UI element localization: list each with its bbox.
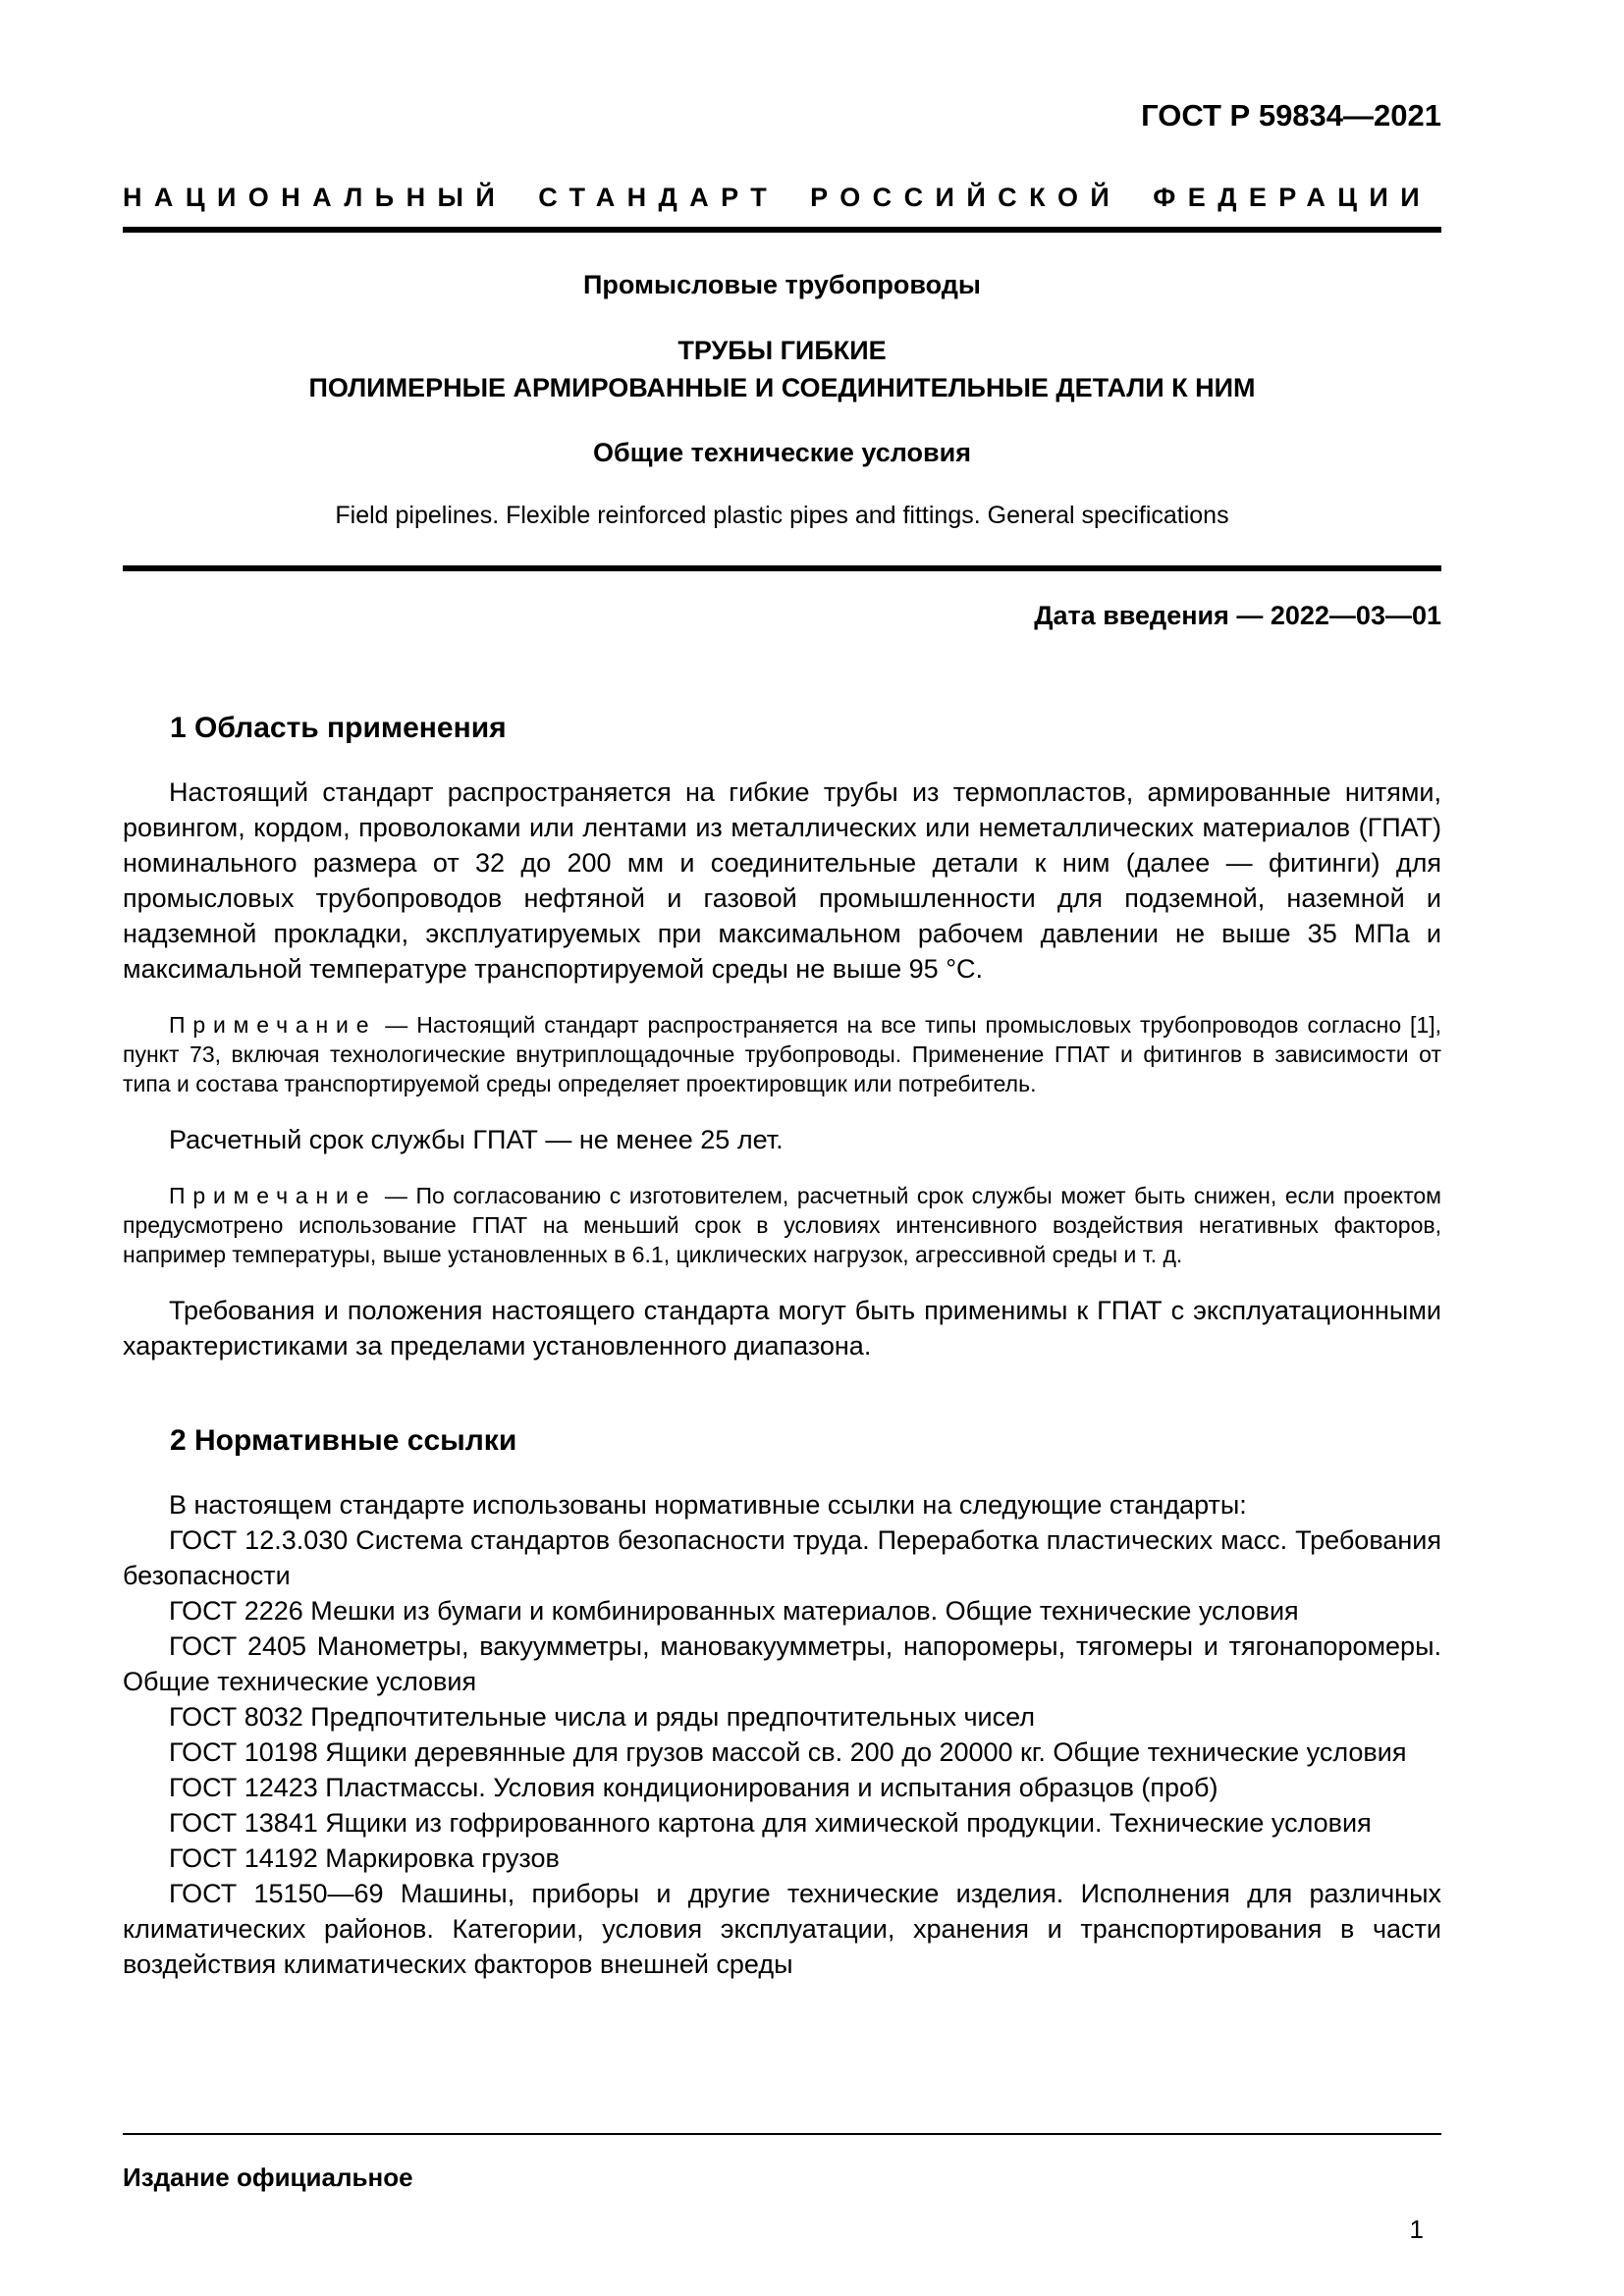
paragraph: Расчетный срок службы ГПАТ — не менее 25 лет. <box>169 1125 784 1154</box>
page-number: 1 <box>1409 2215 1424 2244</box>
doc-group-title: Промысловые трубопроводы <box>583 270 981 299</box>
note-text: — Настоящий стандарт распространяется на все типы промысловых трубопроводов согласно [1], пункт 73, включая технологические внутриплощадочные трубопроводы. Применение ГПАТ и фитингов в зависимости от типа и состава транспортируемой среды определяет проектировщик или потребитель. <box>123 1012 1442 1096</box>
reference-item: ГОСТ 12.3.030 Система стандартов безопасности труда. Переработка пластических масс. Требования безопасности <box>123 1525 1441 1590</box>
doc-main-title <box>123 332 1441 406</box>
doc-title-english: Field pipelines. Flexible reinforced plastic pipes and fittings. General specifications <box>335 502 1229 529</box>
paragraph: Требования и положения настоящего стандарта могут быть применимы к ГПАТ с эксплуатационными характеристиками за пределами установленного диапазона. <box>123 1296 1441 1361</box>
reference-item: ГОСТ 2226 Мешки из бумаги и комбинированных материалов. Общие технические условия <box>169 1596 1299 1626</box>
doc-subtitle: Общие технические условия <box>593 438 971 467</box>
note-paragraph <box>123 1181 1441 1269</box>
page-content <box>0 98 1624 1982</box>
title-divider <box>123 565 1441 571</box>
standard-type-banner: НАЦИОНАЛЬНЫЙ СТАНДАРТ РОССИЙСКОЙ ФЕДЕРАЦИИ <box>123 183 1433 212</box>
doc-number: ГОСТ Р 59834—2021 <box>1141 98 1441 133</box>
section-1-heading: 1 Область применения <box>170 712 507 744</box>
paragraph: Настоящий стандарт распространяется на гибкие трубы из термопластов, армированные нитями, ровингом, кордом, проволоками или лентами из металлических или неметаллических материалов (ГПАТ) номинального размера от 32 до 200 мм и соединительные детали к ним (далее — фитинги) для промысловых трубопроводов нефтяной и газовой промышленности для подземной, наземной и надземной прокладки, эксплуатируемых при максимальном рабочем давлении не выше 35 МПа и максимальной температуре транспортируемой среды не выше 95 °С. <box>123 777 1441 984</box>
effective-date: Дата введения — 2022—03—01 <box>1034 601 1441 630</box>
references-intro: В настоящем стандарте использованы нормативные ссылки на следующие стандарты: <box>169 1490 1247 1520</box>
reference-item: ГОСТ 2405 Манометры, вакуумметры, мановакуумметры, напоромеры, тягомеры и тягонапоромеры. Общие технические условия <box>123 1631 1441 1696</box>
doc-title-line2: ПОЛИМЕРНЫЕ АРМИРОВАННЫЕ И СОЕДИНИТЕЛЬНЫЕ ДЕТАЛИ К НИМ <box>308 373 1256 402</box>
reference-item: ГОСТ 14192 Маркировка грузов <box>169 1843 560 1873</box>
reference-item: ГОСТ 10198 Ящики деревянные для грузов массой св. 200 до 20000 кг. Общие технические условия <box>169 1737 1407 1767</box>
edition-label: Издание официальное <box>123 2163 413 2192</box>
reference-item: ГОСТ 12423 Пластмассы. Условия кондиционирования и испытания образцов (проб) <box>169 1773 1218 1802</box>
footer-divider <box>123 2133 1441 2135</box>
reference-item: ГОСТ 13841 Ящики из гофрированного картона для химической продукции. Технические условия <box>169 1808 1372 1838</box>
note-label: Примечание <box>169 1012 377 1038</box>
doc-title-line1: ТРУБЫ ГИБКИЕ <box>677 336 887 365</box>
reference-item: ГОСТ 8032 Предпочтительные числа и ряды предпочтительных чисел <box>169 1702 1035 1732</box>
note-text: — По согласованию с изготовителем, расчетный срок службы может быть снижен, если проектом предусмотрено использование ГПАТ на меньший срок в условиях интенсивного воздействия негативных факторов, например температуры, выше установленных в 6.1, циклических нагрузок, агрессивной среды и т. д. <box>123 1183 1441 1267</box>
note-paragraph <box>123 1010 1441 1098</box>
page-footer <box>123 2133 1441 2245</box>
header-divider <box>123 227 1441 233</box>
section-2-heading: 2 Нормативные ссылки <box>170 1424 517 1457</box>
note-label: Примечание <box>169 1183 377 1208</box>
reference-item: ГОСТ 15150—69 Машины, приборы и другие технические изделия. Исполнения для различных климатических районов. Категории, условия эксплуатации, хранения и транспортирования в части воздействия климатических факторов внешней среды <box>123 1879 1441 1979</box>
